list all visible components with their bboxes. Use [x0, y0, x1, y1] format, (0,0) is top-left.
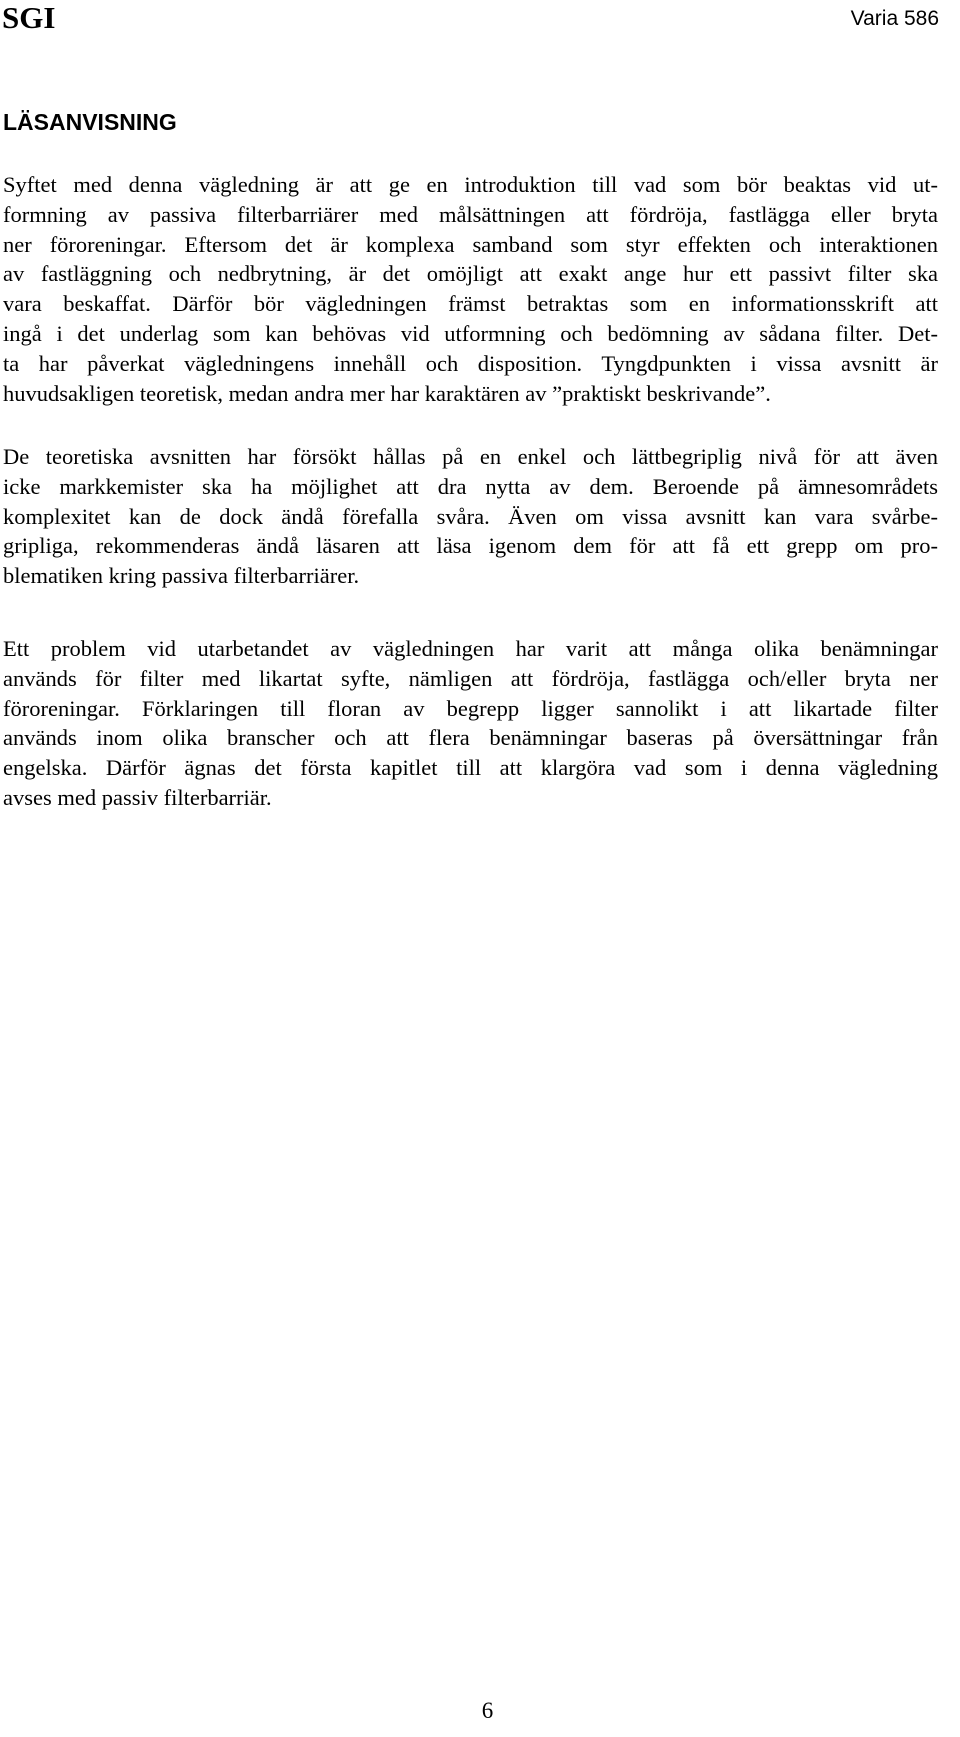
section-heading: LÄSANVISNING — [3, 109, 177, 135]
paragraph-line: avses med passiv filterbarriär. — [3, 784, 272, 810]
paragraph-line: huvudsakligen teoretisk, medan andra mer har karaktären av ”praktiskt beskrivande”. — [3, 380, 771, 406]
paragraph-2 — [3, 442, 938, 591]
paragraph-line: ner föroreningar. Eftersom det är komplexa samband som styr effekten och interaktionen — [3, 231, 938, 257]
paragraph-line: gripliga, rekommenderas ändå läsaren att läsa igenom dem för att få ett grepp om pro- — [3, 533, 938, 559]
paragraph-line: Syftet med denna vägledning är att ge en introduktion till vad som bör beaktas vid ut- — [3, 172, 938, 197]
page-number: 6 — [481, 1698, 494, 1723]
paragraph-line: Ett problem vid utarbetandet av vägledningen har varit att många olika benämningar — [3, 636, 938, 661]
paragraph-line: icke markkemister ska ha möjlighet att dra nytta av dem. Beroende på ämnesområdets — [3, 473, 938, 499]
paragraph-1 — [3, 170, 938, 408]
paragraph-line: ta har påverkat vägledningens innehåll och disposition. Tyngdpunkten i vissa avsnitt är — [3, 350, 938, 376]
paragraph-line: De teoretiska avsnitten har försökt hållas på en enkel och lättbegriplig nivå för att även — [3, 444, 938, 469]
paragraph-line: formning av passiva filterbarriärer med målsättningen att fördröja, fastlägga eller bryta — [3, 201, 938, 227]
header-org: SGI — [2, 0, 56, 35]
paragraph-line: används för filter med likartat syfte, nämligen att fördröja, fastlägga och/eller bryta ner — [3, 665, 938, 691]
paragraph-line: engelska. Därför ägnas det första kapitlet till att klargöra vad som i denna vägledning — [3, 755, 938, 781]
header-series: Varia 586 — [850, 7, 939, 30]
paragraph-line: används inom olika branscher och att flera benämningar baseras på översättningar från — [3, 725, 938, 751]
paragraph-line: komplexitet kan de dock ändå förefalla svåra. Även om vissa avsnitt kan vara svårbe- — [3, 503, 938, 529]
paragraph-line: blematiken kring passiva filterbarriärer. — [3, 563, 360, 589]
paragraph-line: föroreningar. Förklaringen till floran av begrepp ligger sannolikt i att likartade filter — [3, 695, 938, 721]
paragraph-line: ingå i det underlag som kan behövas vid utformning och bedömning av sådana filter. Det- — [3, 320, 938, 346]
paragraph-3 — [3, 634, 938, 813]
paragraph-line: vara beskaffat. Därför bör vägledningen främst betraktas som en informationsskrift att — [3, 291, 938, 317]
paragraph-line: av fastläggning och nedbrytning, är det omöjligt att exakt ange hur ett passivt filter ska — [3, 261, 938, 287]
